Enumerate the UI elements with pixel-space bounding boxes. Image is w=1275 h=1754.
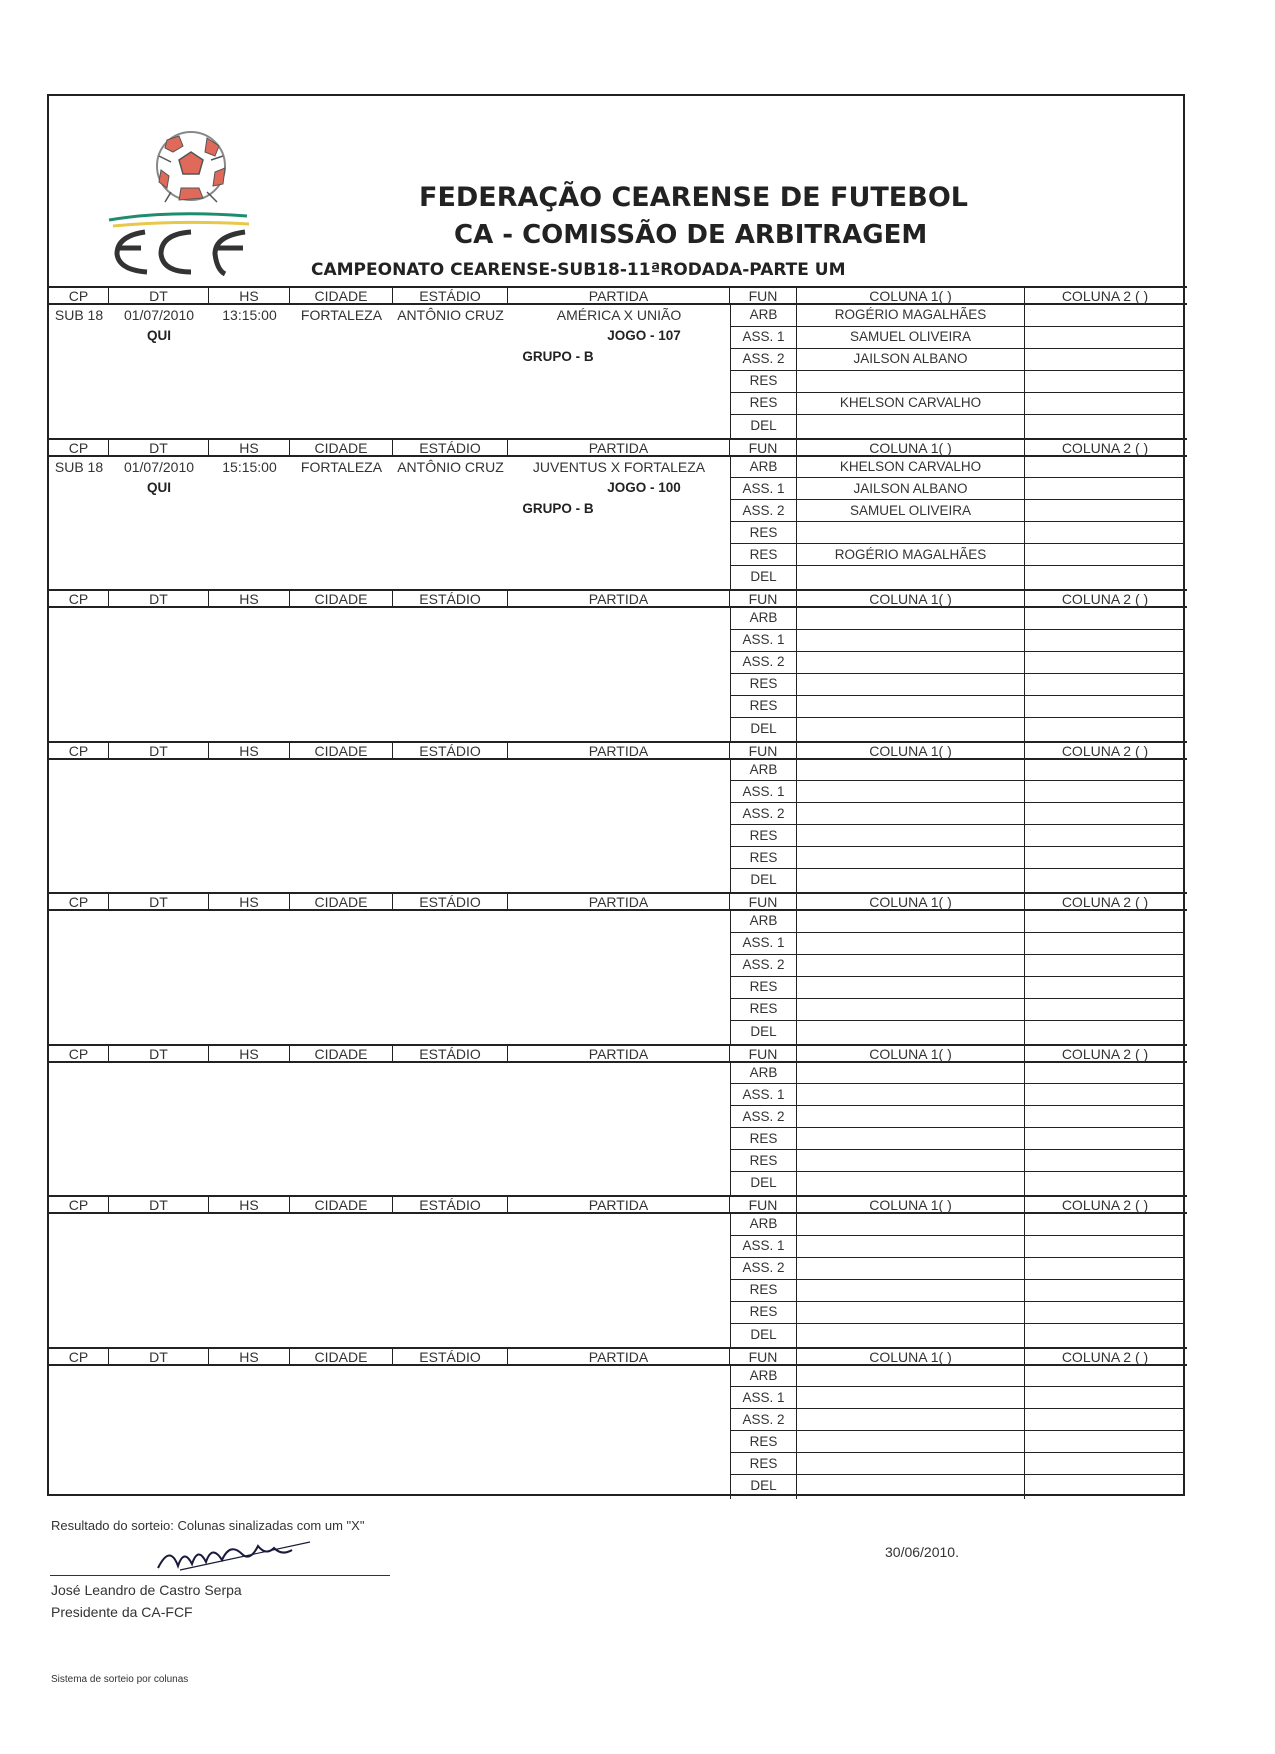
match-cp: SUB 18 [54, 458, 104, 475]
column-header-partida: PARTIDA [508, 894, 730, 911]
coluna1-cell [797, 630, 1024, 652]
column-header-dt: DT [109, 1349, 209, 1366]
function-label: RES [731, 393, 796, 415]
coluna2-cell [1025, 1236, 1185, 1258]
coluna2-cell [1025, 1129, 1185, 1151]
coluna2-cell [1025, 782, 1185, 804]
coluna2-cell [1025, 1173, 1185, 1195]
coluna2-cell [1025, 1410, 1185, 1432]
column-header-cp: CP [49, 1197, 109, 1214]
function-column [730, 305, 797, 438]
match-header-row [49, 741, 1187, 760]
signature-role: Presidente da CA-FCF [51, 1604, 193, 1620]
coluna2-cell [1025, 674, 1185, 696]
function-label: RES [731, 1280, 796, 1302]
coluna1-cell: ROGÉRIO MAGALHÃES [797, 305, 1024, 327]
coluna1-column [797, 911, 1025, 1044]
match-header-row [49, 892, 1187, 911]
function-label: ARB [731, 1063, 796, 1085]
coluna2-cell [1025, 327, 1185, 349]
column-header-fun: FUN [730, 440, 797, 457]
column-header-coluna2: COLUNA 2 ( ) [1061, 591, 1149, 607]
match-header-row [49, 438, 1187, 457]
column-header-dt: DT [109, 440, 209, 457]
column-header-coluna1: COLUNA 1( ) [797, 1197, 1025, 1214]
match-header-row [49, 286, 1187, 305]
coluna2-cell [1025, 933, 1185, 955]
coluna1-cell [797, 1325, 1024, 1347]
function-label: ASS. 1 [731, 1085, 796, 1107]
coluna1-cell [797, 567, 1024, 589]
coluna1-cell [797, 719, 1024, 741]
coluna2-cell [1025, 719, 1185, 741]
coluna2-cell [1025, 1302, 1185, 1324]
match-block [49, 589, 1187, 741]
column-header-fun: FUN [730, 894, 797, 911]
column-header-estadio: ESTÁDIO [393, 1046, 508, 1063]
coluna1-column [797, 760, 1025, 893]
coluna2-column [1025, 305, 1185, 438]
function-label: ARB [731, 760, 796, 782]
coluna2-column [1025, 1366, 1185, 1499]
coluna2-cell [1025, 1022, 1185, 1044]
coluna1-column [797, 1063, 1025, 1196]
result-note: Resultado do sorteio: Colunas sinalizadas com um "X" [51, 1518, 365, 1533]
function-label: ASS. 2 [731, 1258, 796, 1280]
column-header-cidade: CIDADE [290, 288, 393, 305]
coluna1-cell [797, 1214, 1024, 1236]
coluna2-cell [1025, 545, 1185, 567]
coluna2-cell [1025, 826, 1185, 848]
coluna2-cell [1025, 1214, 1185, 1236]
coluna2-cell [1025, 305, 1185, 327]
column-header-cp: CP [49, 288, 109, 305]
match-block [49, 286, 1187, 438]
function-label: ASS. 2 [731, 501, 796, 523]
match-day: QUI [146, 479, 171, 495]
function-label: RES [731, 1302, 796, 1324]
column-header-cidade: CIDADE [290, 1046, 393, 1063]
column-header-dt: DT [109, 894, 209, 911]
coluna2-cell [1025, 1085, 1185, 1107]
coluna2-cell [1025, 567, 1185, 589]
coluna2-column [1025, 457, 1185, 590]
commission-title: CA - COMISSÃO DE ARBITRAGEM [454, 220, 928, 250]
function-label: RES [731, 1432, 796, 1454]
column-header-hs: HS [209, 288, 290, 305]
coluna1-cell [797, 1410, 1024, 1432]
column-header-hs: HS [209, 743, 290, 760]
football-logo-icon [107, 116, 257, 276]
match-partida: JUVENTUS X FORTALEZA [532, 458, 706, 475]
column-header-coluna1: COLUNA 1( ) [797, 1046, 1025, 1063]
function-label: DEL [750, 872, 777, 887]
column-header-cidade: CIDADE [290, 591, 393, 608]
coluna1-cell [797, 674, 1024, 696]
coluna1-cell [797, 1454, 1024, 1476]
coluna1-cell [797, 1366, 1024, 1388]
column-header-coluna2: COLUNA 2 ( ) [1061, 439, 1149, 456]
coluna2-cell [1025, 1454, 1185, 1476]
column-header-cidade: CIDADE [290, 440, 393, 457]
coluna1-cell: KHELSON CARVALHO [797, 393, 1024, 415]
coluna2-cell [1025, 608, 1185, 630]
match-dt: 01/07/2010 [123, 307, 195, 323]
column-header-cp: CP [49, 894, 109, 911]
function-label: DEL [750, 1023, 777, 1039]
function-label: RES [731, 371, 796, 393]
column-header-cidade: CIDADE [290, 894, 393, 911]
function-label: DEL [750, 569, 777, 584]
match-hs: 15:15:00 [222, 458, 277, 475]
column-header-coluna2: COLUNA 2 ( ) [1061, 894, 1149, 910]
coluna1-cell: ROGÉRIO MAGALHÃES [797, 545, 1024, 567]
match-estadio: ANTÔNIO CRUZ [397, 458, 504, 475]
column-header-dt: DT [109, 288, 209, 305]
coluna2-cell [1025, 457, 1185, 479]
coluna2-cell [1025, 1151, 1185, 1173]
match-block [49, 1347, 1187, 1499]
function-label: RES [731, 674, 796, 696]
coluna2-column [1025, 911, 1185, 1044]
column-header-partida: PARTIDA [508, 1046, 730, 1063]
function-label: DEL [750, 720, 777, 736]
column-header-fun: FUN [730, 1197, 797, 1214]
column-header-cidade: CIDADE [290, 1349, 393, 1366]
function-column [730, 457, 797, 590]
coluna1-cell [797, 760, 1024, 782]
function-label: DEL [750, 1175, 777, 1190]
column-header-coluna1: COLUNA 1( ) [797, 743, 1025, 760]
function-label: RES [731, 977, 796, 999]
coluna1-column [797, 608, 1025, 741]
coluna2-cell [1025, 393, 1185, 415]
match-dt: 01/07/2010 [123, 458, 195, 475]
column-header-partida: PARTIDA [508, 440, 730, 457]
column-header-cidade: CIDADE [290, 743, 393, 760]
function-label: RES [731, 1129, 796, 1151]
column-header-dt: DT [109, 743, 209, 760]
column-header-cidade: CIDADE [290, 1197, 393, 1214]
function-column [730, 1214, 797, 1347]
coluna1-cell [797, 1302, 1024, 1324]
fcf-logo [107, 116, 257, 276]
coluna1-cell [797, 696, 1024, 718]
column-header-coluna2: COLUNA 2 ( ) [1061, 1348, 1149, 1365]
coluna2-cell [1025, 977, 1185, 999]
match-cidade: FORTALEZA [300, 458, 383, 475]
column-header-coluna1: COLUNA 1( ) [797, 440, 1025, 457]
coluna1-cell [797, 416, 1024, 438]
function-label: ARB [731, 608, 796, 630]
document-footer [50, 1518, 1230, 1718]
coluna1-cell: KHELSON CARVALHO [797, 457, 1024, 479]
column-header-coluna1: COLUNA 1( ) [797, 288, 1025, 305]
column-header-cp: CP [49, 591, 109, 608]
column-header-estadio: ESTÁDIO [393, 894, 508, 911]
column-header-dt: DT [109, 591, 209, 608]
match-block [49, 1195, 1187, 1347]
function-label: ASS. 2 [731, 955, 796, 977]
coluna1-cell [797, 826, 1024, 848]
column-header-hs: HS [209, 1349, 290, 1366]
match-grupo: GRUPO - B [522, 500, 594, 516]
coluna2-cell [1025, 999, 1185, 1021]
coluna1-cell: JAILSON ALBANO [797, 349, 1024, 371]
column-header-hs: HS [209, 1197, 290, 1214]
column-header-coluna1: COLUNA 1( ) [797, 591, 1025, 608]
coluna2-cell [1025, 1325, 1185, 1347]
match-cidade: FORTALEZA [300, 307, 383, 323]
coluna2-cell [1025, 1063, 1185, 1085]
column-header-fun: FUN [730, 591, 797, 608]
column-header-partida: PARTIDA [508, 288, 730, 305]
function-label: ARB [731, 1366, 796, 1388]
coluna2-column [1025, 608, 1185, 741]
coluna1-cell [797, 848, 1024, 870]
coluna2-cell [1025, 416, 1185, 438]
column-header-hs: HS [209, 591, 290, 608]
coluna2-cell [1025, 349, 1185, 371]
column-header-dt: DT [109, 1197, 209, 1214]
column-header-coluna2: COLUNA 2 ( ) [1061, 288, 1149, 304]
signature-icon [150, 1534, 330, 1574]
document-date: 30/06/2010. [885, 1544, 959, 1560]
coluna1-cell [797, 955, 1024, 977]
signature-line [50, 1575, 390, 1576]
function-label: ASS. 2 [731, 804, 796, 826]
column-header-cp: CP [49, 440, 109, 457]
coluna1-cell [797, 999, 1024, 1021]
function-label: ASS. 1 [731, 1236, 796, 1258]
match-jogo: JOGO - 107 [607, 328, 681, 343]
function-label: ASS. 1 [731, 327, 796, 349]
system-note: Sistema de sorteio por colunas [51, 1674, 189, 1685]
function-label: ARB [731, 1214, 796, 1236]
coluna1-cell [797, 652, 1024, 674]
coluna1-cell [797, 1173, 1024, 1195]
coluna2-cell [1025, 501, 1185, 523]
column-header-dt: DT [109, 1046, 209, 1063]
match-jogo: JOGO - 100 [607, 479, 681, 495]
coluna2-cell [1025, 870, 1185, 892]
match-block [49, 1044, 1187, 1196]
function-label: RES [731, 523, 796, 545]
column-header-cp: CP [49, 743, 109, 760]
column-header-coluna1: COLUNA 1( ) [797, 1349, 1025, 1366]
federation-title: FEDERAÇÃO CEARENSE DE FUTEBOL [419, 182, 968, 213]
coluna1-cell: JAILSON ALBANO [797, 479, 1024, 501]
coluna1-cell [797, 1107, 1024, 1129]
coluna2-cell [1025, 371, 1185, 393]
column-header-estadio: ESTÁDIO [393, 288, 508, 305]
match-block [49, 438, 1187, 590]
function-label: ASS. 1 [731, 630, 796, 652]
match-partida: AMÉRICA X UNIÃO [556, 307, 682, 323]
coluna1-cell [797, 1432, 1024, 1454]
column-header-estadio: ESTÁDIO [393, 1197, 508, 1214]
coluna2-cell [1025, 848, 1185, 870]
column-header-hs: HS [209, 894, 290, 911]
coluna2-cell [1025, 630, 1185, 652]
match-header-row [49, 1195, 1187, 1214]
coluna1-cell [797, 1236, 1024, 1258]
coluna1-column [797, 305, 1025, 438]
coluna2-column [1025, 1063, 1185, 1196]
function-label: ASS. 1 [731, 933, 796, 955]
match-cp: SUB 18 [54, 307, 104, 323]
column-header-cp: CP [49, 1046, 109, 1063]
column-header-fun: FUN [730, 1349, 797, 1366]
match-block [49, 892, 1187, 1044]
coluna2-cell [1025, 1476, 1185, 1498]
coluna2-cell [1025, 1366, 1185, 1388]
function-label: DEL [750, 1326, 777, 1342]
function-column [730, 1366, 797, 1499]
column-header-coluna2: COLUNA 2 ( ) [1061, 1197, 1149, 1213]
coluna1-cell [797, 1476, 1024, 1498]
column-header-cp: CP [49, 1349, 109, 1366]
function-label: RES [731, 696, 796, 718]
function-label: ASS. 2 [731, 652, 796, 674]
coluna2-cell [1025, 955, 1185, 977]
function-label: RES [731, 1151, 796, 1173]
column-header-hs: HS [209, 1046, 290, 1063]
column-header-fun: FUN [730, 743, 797, 760]
coluna1-cell [797, 1258, 1024, 1280]
coluna2-cell [1025, 523, 1185, 545]
column-header-estadio: ESTÁDIO [393, 591, 508, 608]
coluna1-cell [797, 933, 1024, 955]
coluna1-cell [797, 977, 1024, 999]
coluna2-cell [1025, 760, 1185, 782]
column-header-partida: PARTIDA [508, 591, 730, 608]
coluna1-cell [797, 1280, 1024, 1302]
match-header-row [49, 1347, 1187, 1366]
coluna1-cell [797, 523, 1024, 545]
coluna2-cell [1025, 911, 1185, 933]
function-label: RES [731, 999, 796, 1021]
function-label: ASS. 1 [731, 479, 796, 501]
championship-title: CAMPEONATO CEARENSE-SUB18-11ªRODADA-PARTE UM [311, 260, 846, 280]
coluna1-cell [797, 1022, 1024, 1044]
coluna2-cell [1025, 652, 1185, 674]
function-label: ASS. 2 [731, 349, 796, 371]
coluna1-cell: SAMUEL OLIVEIRA [797, 327, 1024, 349]
coluna2-cell [1025, 696, 1185, 718]
coluna2-cell [1025, 1388, 1185, 1410]
column-header-coluna2: COLUNA 2 ( ) [1061, 742, 1149, 759]
function-column [730, 911, 797, 1044]
column-header-estadio: ESTÁDIO [393, 440, 508, 457]
function-label: DEL [750, 1478, 777, 1493]
match-hs: 13:15:00 [222, 307, 277, 323]
function-label: DEL [750, 417, 777, 433]
coluna1-cell: SAMUEL OLIVEIRA [797, 501, 1024, 523]
function-label: RES [731, 1454, 796, 1476]
column-header-partida: PARTIDA [508, 743, 730, 760]
coluna1-cell [797, 1063, 1024, 1085]
document-header [49, 96, 1183, 286]
column-header-coluna2: COLUNA 2 ( ) [1061, 1045, 1149, 1062]
coluna1-column [797, 457, 1025, 590]
function-column [730, 1063, 797, 1196]
coluna2-column [1025, 1214, 1185, 1347]
match-header-row [49, 589, 1187, 608]
coluna1-cell [797, 371, 1024, 393]
column-header-estadio: ESTÁDIO [393, 743, 508, 760]
match-block [49, 741, 1187, 893]
function-label: RES [731, 545, 796, 567]
coluna1-cell [797, 1085, 1024, 1107]
coluna2-cell [1025, 1258, 1185, 1280]
coluna2-cell [1025, 804, 1185, 826]
function-label: ASS. 1 [731, 782, 796, 804]
coluna2-column [1025, 760, 1185, 893]
match-header-row [49, 1044, 1187, 1063]
function-column [730, 608, 797, 741]
coluna1-cell [797, 782, 1024, 804]
coluna1-cell [797, 870, 1024, 892]
function-label: RES [731, 826, 796, 848]
match-estadio: ANTÔNIO CRUZ [397, 307, 504, 323]
coluna1-column [797, 1366, 1025, 1499]
function-column [730, 760, 797, 893]
column-header-coluna1: COLUNA 1( ) [797, 894, 1025, 911]
coluna1-cell [797, 1129, 1024, 1151]
function-label: ASS. 2 [731, 1107, 796, 1129]
coluna1-cell [797, 608, 1024, 630]
column-header-partida: PARTIDA [508, 1349, 730, 1366]
column-header-hs: HS [209, 440, 290, 457]
referee-draw-sheet [47, 94, 1185, 1496]
match-grupo: GRUPO - B [522, 349, 594, 364]
coluna2-cell [1025, 1280, 1185, 1302]
match-day: QUI [146, 328, 171, 343]
function-label: ASS. 2 [731, 1410, 796, 1432]
coluna1-cell [797, 1388, 1024, 1410]
function-label: ARB [731, 305, 796, 327]
coluna1-cell [797, 804, 1024, 826]
coluna1-cell [797, 911, 1024, 933]
coluna2-cell [1025, 479, 1185, 501]
coluna1-cell [797, 1151, 1024, 1173]
coluna2-cell [1025, 1107, 1185, 1129]
signature-name: José Leandro de Castro Serpa [51, 1582, 242, 1598]
column-header-partida: PARTIDA [508, 1197, 730, 1214]
column-header-estadio: ESTÁDIO [393, 1349, 508, 1366]
column-header-fun: FUN [730, 1046, 797, 1063]
coluna2-cell [1025, 1432, 1185, 1454]
coluna1-column [797, 1214, 1025, 1347]
function-label: RES [731, 848, 796, 870]
function-label: ARB [731, 457, 796, 479]
function-label: ASS. 1 [731, 1388, 796, 1410]
column-header-fun: FUN [730, 288, 797, 305]
function-label: ARB [731, 911, 796, 933]
